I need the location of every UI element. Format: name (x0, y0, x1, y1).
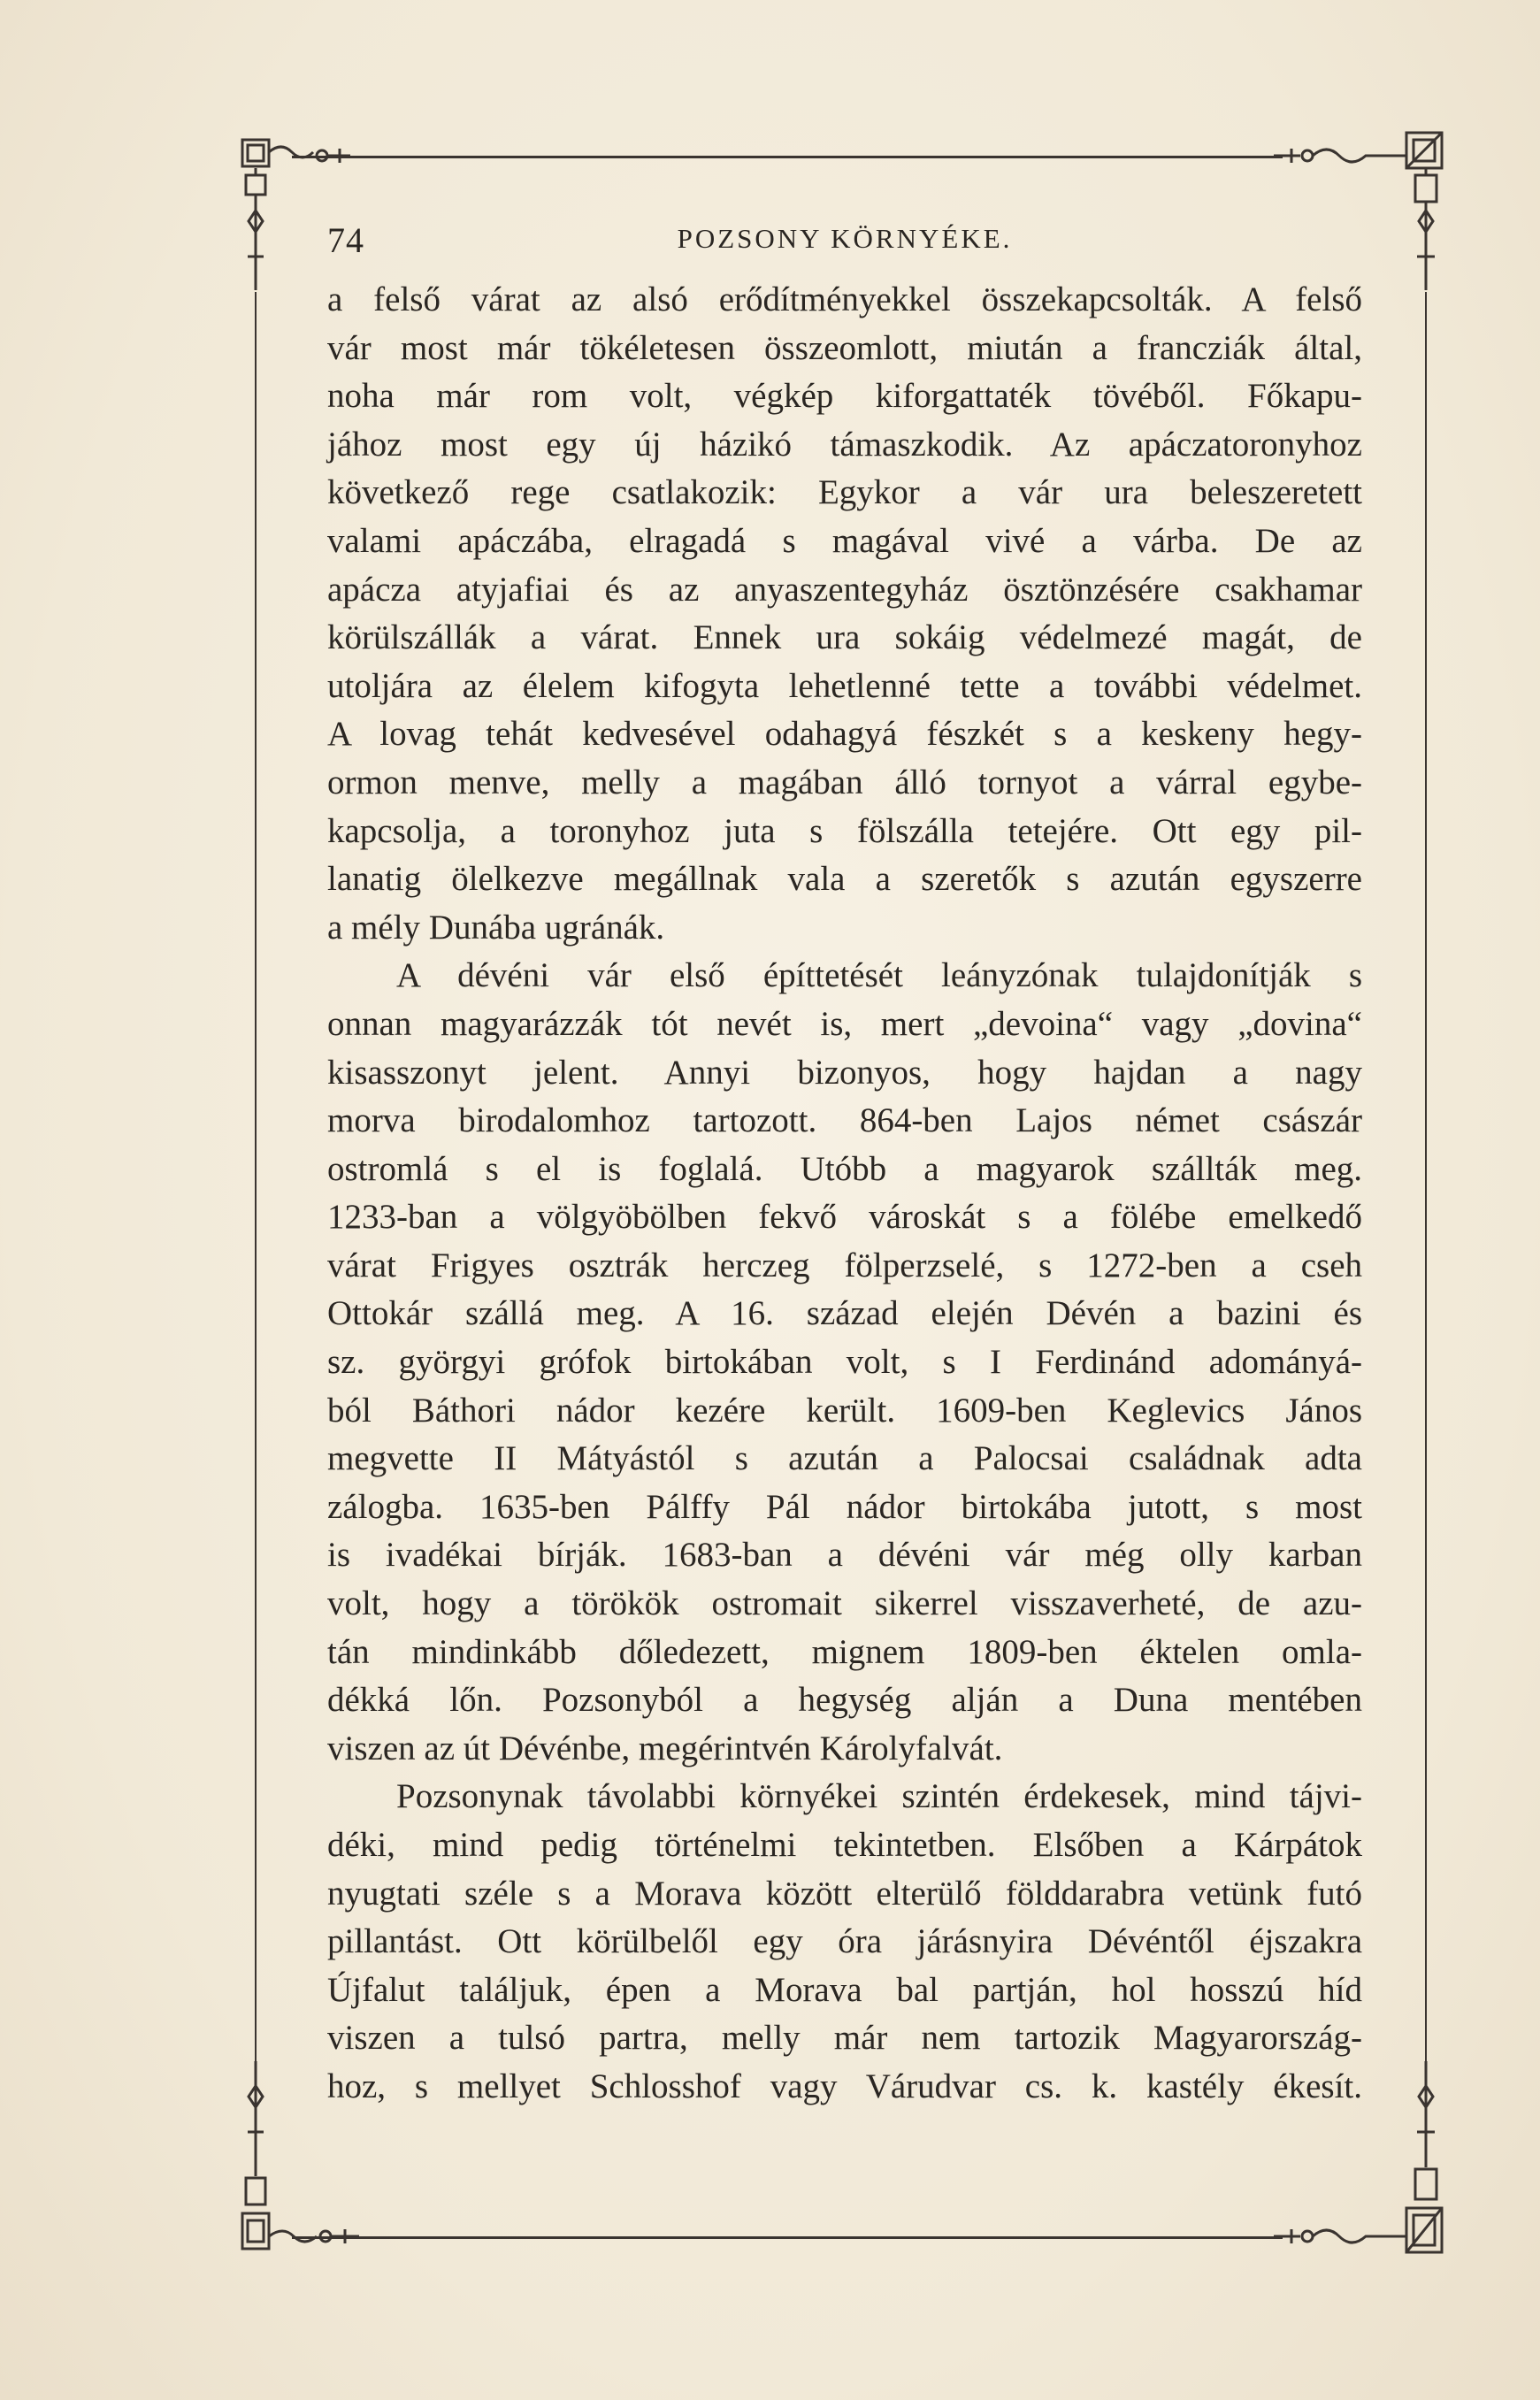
text-line: következő rege csatlakozik: Egykor a vár ura beleszeretett (327, 473, 1362, 512)
body-text (327, 276, 1362, 2112)
text-line: ból Báthori nádor kezére került. 1609-ben Keglevics János (327, 1391, 1362, 1430)
running-head: POZSONY KÖRNYÉKE. (677, 223, 1013, 254)
text-line: jához most egy új házikó támaszkodik. Az apáczatoronyhoz (327, 425, 1362, 464)
text-line: utoljára az élelem kifogyta lehetlenné tette a további védelmet. (327, 666, 1362, 705)
text-line: A lovag tehát kedvesével odahagyá fészkét s a keskeny hegy- (327, 715, 1362, 754)
text-line: volt, hogy a törökök ostromait sikerrel visszaverheté, de azu- (327, 1584, 1362, 1623)
top-right-corner-ornament (1274, 124, 1460, 292)
text-line: dékká lőn. Pozsonyból a hegység alján a Duna mentében (327, 1681, 1362, 1720)
text-line: körülszállák a várat. Ennek ura sokáig védelmezé magát, de (327, 618, 1362, 657)
text-line: a felső várat az alsó erődítményekkel összekapcsolták. A felső (327, 280, 1362, 318)
text-line: is ivadékai bírják. 1683-ban a dévéni vár még olly karban (327, 1536, 1362, 1575)
text-line: Újfalut találjuk, épen a Morava bal partján, hol hosszú híd (327, 1970, 1362, 2009)
page-header (327, 212, 1362, 265)
text-line: a mély Dunába ugránák. (327, 908, 665, 947)
text-line: viszen az út Dévénbe, megérintvén Károlyfalvát. (327, 1729, 1003, 1767)
text-line: sz. györgyi grófok birtokában volt, s I Ferdinánd adományá- (327, 1343, 1362, 1382)
right-border-line (1425, 292, 1427, 2061)
text-line: megvette II Mátyástól s azután a Palocsai családnak adta (327, 1439, 1362, 1478)
top-border-rule (292, 156, 1283, 158)
text-line: ostromlá s el is foglalá. Utóbb a magyarok szállták meg. (327, 1149, 1362, 1188)
text-line: zálogba. 1635-ben Pálffy Pál nádor birtokába jutott, s most (327, 1487, 1362, 1526)
text-line: onnan magyarázzák tót nevét is, mert „devoina“ vagy „dovina“ (327, 1004, 1362, 1043)
text-line: morva birodalomhoz tartozott. 864-ben Lajos német császár (327, 1101, 1362, 1140)
text-line: kapcsolja, a toronyhoz juta s fölszálla tetejére. Ott egy pil- (327, 811, 1362, 850)
bottom-border-rule (292, 2236, 1283, 2239)
text-line: déki, mind pedig történelmi tekintetben. Elsőben a Kárpátok (327, 1826, 1362, 1864)
text-line: lanatig ölelkezve megállnak vala a szeretők s azután egyszerre (327, 860, 1362, 899)
paragraph-start-line: A dévéni vár első építtetését leányzónak tulajdonítják s (396, 956, 1362, 995)
text-line: tán mindinkább dőledezett, mignem 1809-ben éktelen omla- (327, 1632, 1362, 1671)
text-line: apácza atyjafiai és az anyaszentegyház ösztönzésére csakhamar (327, 570, 1362, 609)
text-line: ormon menve, melly a magában álló tornyot a várral egybe- (327, 763, 1362, 801)
page-number: 74 (327, 220, 364, 260)
text-line: hoz, s mellyet Schlosshof vagy Várudvar cs. k. kastély ékesít. (327, 2066, 1362, 2105)
paragraph-start-line: Pozsonynak távolabbi környékei szintén érdekesek, mind tájvi- (396, 1777, 1362, 1816)
text-line: nyugtati széle s a Morava között elterülő földdarabra vetünk futó (327, 1874, 1362, 1913)
text-line: 1233-ban a völgyöbölben fekvő városkát s a fölébe emelkedő (327, 1198, 1362, 1237)
text-line: vár most már tökéletesen összeomlott, miután a francziák által, (327, 328, 1362, 367)
text-line: Ottokár szállá meg. A 16. század elején Dévén a bazini és (327, 1294, 1362, 1333)
text-line: viszen a tulsó partra, melly már nem tartozik Magyarország- (327, 2019, 1362, 2058)
text-line: pillantást. Ott körülbelől egy óra járásnyira Dévéntől éjszakra (327, 1922, 1362, 1961)
left-border-line (255, 292, 257, 2061)
text-line: kisasszonyt jelent. Annyi bizonyos, hogy hajdan a nagy (327, 1053, 1362, 1092)
text-line: várat Frigyes osztrák herczeg fölperzselé, s 1272-ben a cseh (327, 1246, 1362, 1284)
text-line: valami apáczába, elragadá s magával vivé a várba. De az (327, 521, 1362, 560)
text-line: noha már rom volt, végkép kiforgattaték tövéből. Főkapu- (327, 377, 1362, 416)
